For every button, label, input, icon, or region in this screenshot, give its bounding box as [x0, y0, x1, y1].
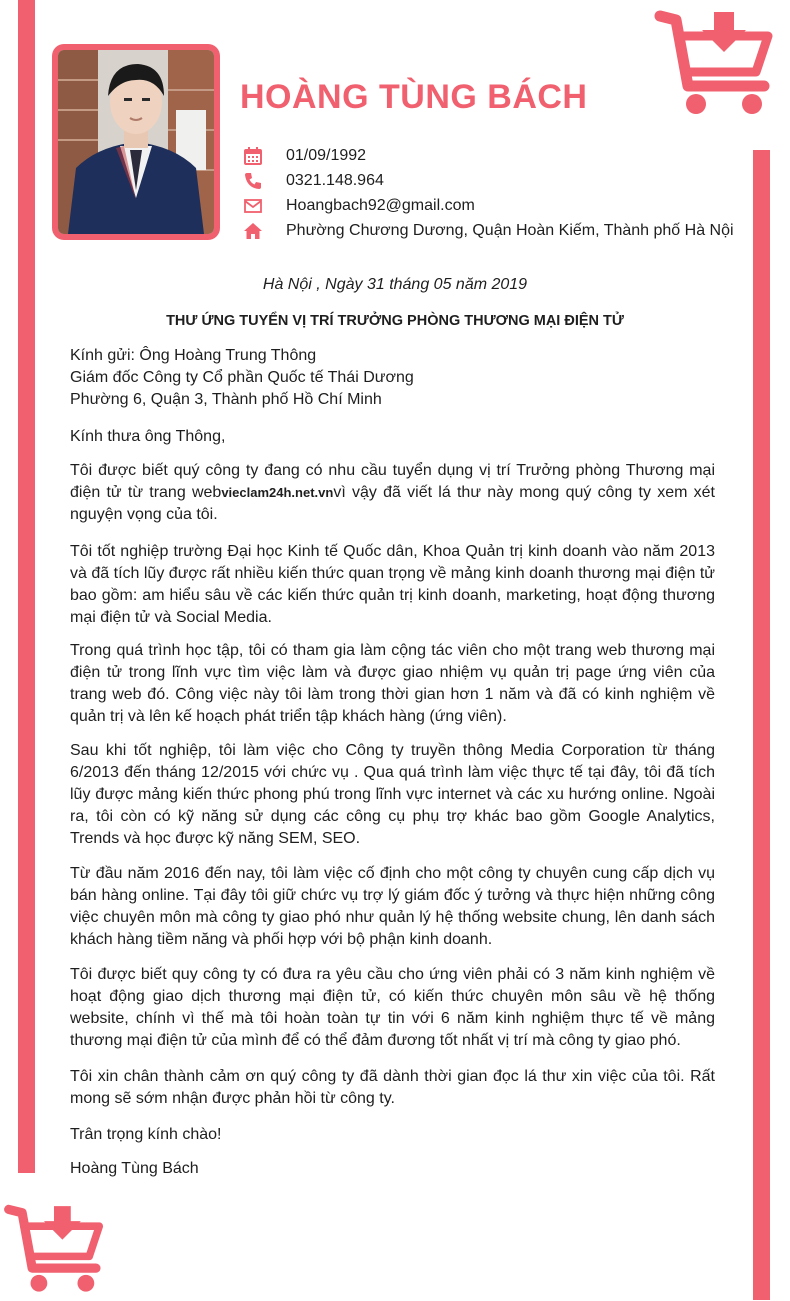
letter-date: Hà Nội , Ngày 31 tháng 05 năm 2019 — [262, 276, 528, 293]
contact-phone — [243, 168, 734, 193]
contact-email — [243, 193, 734, 218]
calendar-icon — [243, 146, 263, 166]
paragraph-intro — [70, 460, 715, 526]
recipient-line: Phường 6, Quận 3, Thành phố Hồ Chí Minh — [70, 391, 382, 408]
candidate-name: HOÀNG TÙNG BÁCH — [240, 78, 588, 116]
left-accent-bar — [18, 0, 35, 1173]
home-icon — [243, 221, 263, 241]
recipient-line: Kính gửi: Ông Hoàng Trung Thông — [70, 347, 317, 364]
paragraph-study-experience: Trong quá trình học tập, tôi có tham gia làm cộng tác viên cho một trang web thương mại điện tử trong lĩnh vực tìm việc làm và được giao nhiệm vụ quản trị page ứng viên của trang web đó. Công việc này tôi làm trong thời gian hơn 1 năm và đã có kinh nghiệm về quản trị và lên kế hoạch phát triển tập khách hàng (ứng viên). — [70, 642, 715, 725]
envelope-icon — [243, 196, 263, 216]
birthdate-text: 01/09/1992 — [286, 146, 367, 164]
contact-list — [243, 143, 734, 243]
letter-title: THƯ ỨNG TUYỂN VỊ TRÍ TRƯỞNG PHÒNG THƯƠNG MẠI ĐIỆN TỬ — [166, 313, 624, 329]
address-text: Phường Chương Dương, Quận Hoàn Kiếm, Thành phố Hà Nội — [286, 221, 734, 239]
contact-address — [243, 218, 734, 243]
paragraph-text: vì vậy đã viết lá thư này mong quý công ty xem xét nguyện vọng của tôi. — [70, 484, 716, 523]
recipient-block — [70, 345, 414, 411]
source-website-link[interactable]: vieclam24h.net.vn — [221, 485, 334, 500]
paragraph-qualification: Tôi được biết quy công ty có đưa ra yêu cầu cho ứng viên phải có 3 năm kinh nghiệm về hoạt động giao dịch thương mại điện tử, có kiến thức chuyên môn sâu về hệ thống website, chính vì thế mà tôi hoàn toàn tự tin với 6 năm kinh nghiệm thực tế về mảng thương mại điện tử của mình để có thể đảm đương tốt nhất vị trí mà công ty giao phó. — [70, 966, 715, 1049]
shopping-cart-download-icon — [2, 1200, 106, 1296]
phone-text[interactable]: 0321.148.964 — [286, 171, 384, 189]
shopping-cart-download-icon — [652, 6, 776, 118]
paragraph-work-experience: Sau khi tốt nghiệp, tôi làm việc cho Công ty truyền thông Media Corporation từ tháng 6/2013 đến tháng 12/2015 với chức vụ . Qua quá trình làm việc thực tế tại đây, tôi đã tích lũy được mảng kiến thức phong phú trong lĩnh vực internet và các xu hướng online. Ngoài ra, tôi còn có kỹ năng sử dụng các công cụ phụ trợ khác bao gồm Google Analytics, Trends và học được kỹ năng SEM, SEO. — [70, 742, 715, 847]
paragraph-education: Tôi tốt nghiệp trường Đại học Kinh tế Quốc dân, Khoa Quản trị kinh doanh vào năm 2013 và đã tích lũy được rất nhiều kiến thức quan trọng về mảng kinh doanh thương mại điện tử bao gồm: am hiểu sâu về các kiến thức quản trị kinh doanh, marketing, hoạt động thương mại điện tử và Social Media. — [70, 543, 715, 626]
recipient-line: Giám đốc Công ty Cổ phần Quốc tế Thái Dương — [70, 369, 414, 386]
paragraph-text: Tôi được biết quý công ty đang có nhu cầu tuyển dụng vị trí Trưởng phòng Thương mại điện tử từ trang web — [70, 462, 715, 501]
closing-line: Trân trọng kính chào! — [70, 1126, 222, 1143]
phone-icon — [243, 171, 263, 191]
email-text[interactable]: Hoangbach92@gmail.com — [286, 196, 475, 214]
photo-frame — [52, 44, 220, 240]
salutation: Kính thưa ông Thông, — [70, 428, 226, 445]
signature: Hoàng Tùng Bách — [70, 1160, 199, 1177]
contact-birthdate — [243, 143, 734, 168]
candidate-photo — [58, 50, 214, 234]
paragraph-current-job: Từ đầu năm 2016 đến nay, tôi làm việc cố định cho một công ty chuyên cung cấp dịch vụ bán hàng online. Tại đây tôi giữ chức vụ trợ lý giám đốc ý tưởng và thực hiện những công việc chuyên môn mà công ty giao phó như quản lý hệ thống website chung, lên danh sách khách hàng tiềm năng và phối hợp với bộ phận kinh doanh. — [70, 865, 715, 948]
paragraph-thanks: Tôi xin chân thành cảm ơn quý công ty đã dành thời gian đọc lá thư xin việc của tôi. Rất mong sẽ sớm nhận được phản hồi từ công ty. — [70, 1068, 715, 1107]
